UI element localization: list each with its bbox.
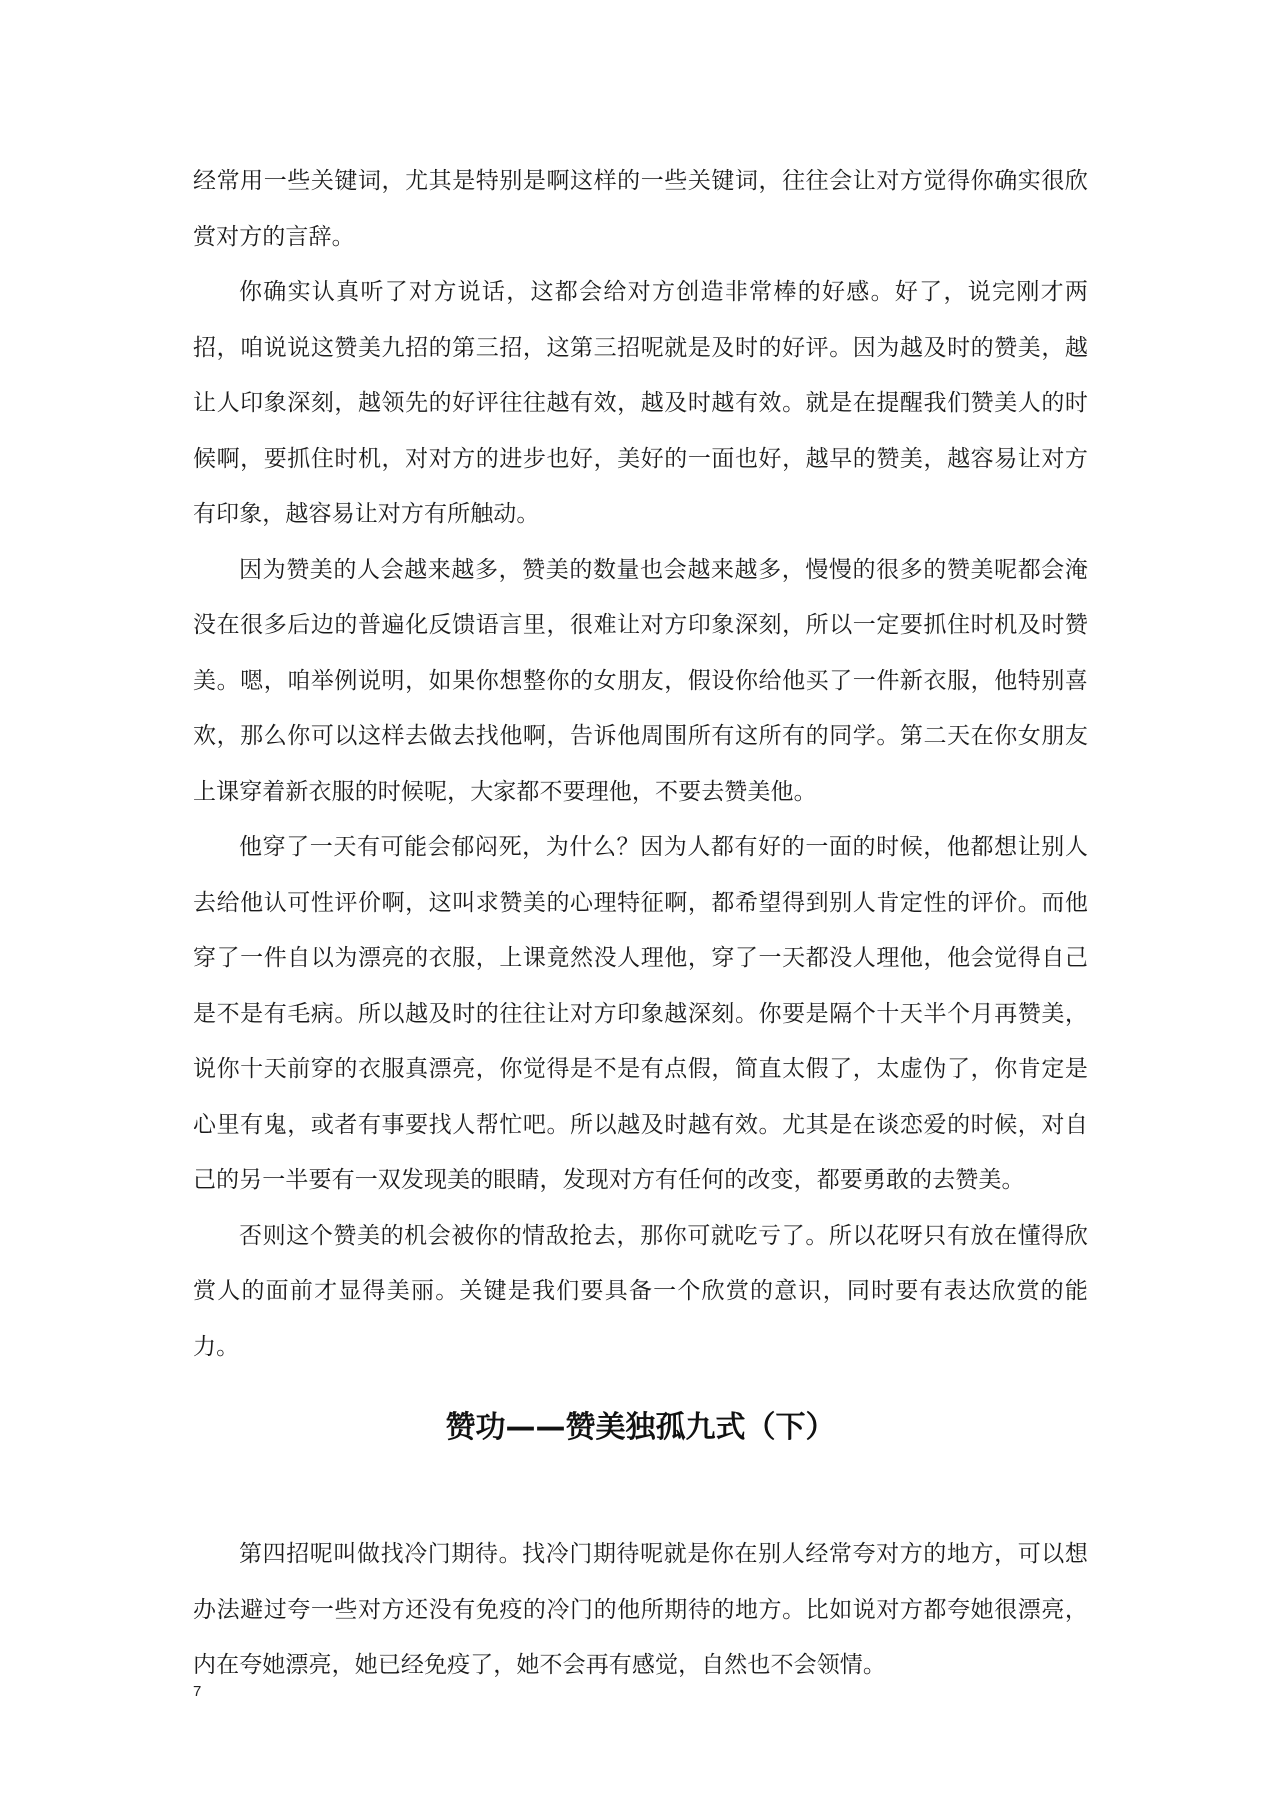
page-number: 7 xyxy=(193,1683,202,1700)
paragraph: 第四招呢叫做找冷门期待。找冷门期待呢就是你在别人经常夸对方的地方，可以想办法避过夸一些对方还没有免疫的冷门的他所期待的地方。比如说对方都夸她很漂亮，内在夸她漂亮，她已经免疫了，她不会再有感觉，自然也不会领情。 xyxy=(193,1541,1088,1678)
paragraph: 他穿了一天有可能会郁闷死，为什么？因为人都有好的一面的时候，他都想让别人去给他认可性评价啊，这叫求赞美的心理特征啊，都希望得到别人肯定性的评价。而他穿了一件自以为漂亮的衣服，上课竟然没人理他，穿了一天都没人理他，他会觉得自己是不是有毛病。所以越及时的往往让对方印象越深刻。你要是隔个十天半个月再赞美，说你十天前穿的衣服真漂亮，你觉得是不是有点假，简直太假了，太虚伪了，你肯定是心里有鬼，或者有事要找人帮忙吧。所以越及时越有效。尤其是在谈恋爱的时候，对自己的另一半要有一双发现美的眼睛，发现对方有任何的改变，都要勇敢的去赞美。 xyxy=(193,834,1088,1193)
section-heading: 赞功——赞美独孤九式（下） xyxy=(445,1410,836,1445)
body-text-section-one xyxy=(193,154,1088,1375)
paragraph-continuation: 经常用一些关键词，尤其是特别是啊这样的一些关键词，往往会让对方觉得你确实很欣赏对方的言辞。 xyxy=(193,168,1088,250)
paragraph: 否则这个赞美的机会被你的情敌抢去，那你可就吃亏了。所以花呀只有放在懂得欣赏人的面前才显得美丽。关键是我们要具备一个欣赏的意识，同时要有表达欣赏的能力。 xyxy=(193,1222,1088,1360)
body-text-section-two xyxy=(193,1527,1088,1694)
paragraph: 你确实认真听了对方说话，这都会给对方创造非常棒的好感。好了，说完刚才两招，咱说说这赞美九招的第三招，这第三招呢就是及时的好评。因为越及时的赞美，越让人印象深刻，越领先的好评往往越有效，越及时越有效。就是在提醒我们赞美人的时候啊，要抓住时机，对对方的进步也好，美好的一面也好，越早的赞美，越容易让对方有印象，越容易让对方有所触动。 xyxy=(193,279,1088,527)
paragraph: 因为赞美的人会越来越多，赞美的数量也会越来越多，慢慢的很多的赞美呢都会淹没在很多后边的普遍化反馈语言里，很难让对方印象深刻，所以一定要抓住时机及时赞美。嗯，咱举例说明，如果你想整你的女朋友，假设你给他买了一件新衣服，他特别喜欢，那么你可以这样去做去找他啊，告诉他周围所有这所有的同学。第二天在你女朋友上课穿着新衣服的时候呢，大家都不要理他，不要去赞美他。 xyxy=(193,556,1088,805)
